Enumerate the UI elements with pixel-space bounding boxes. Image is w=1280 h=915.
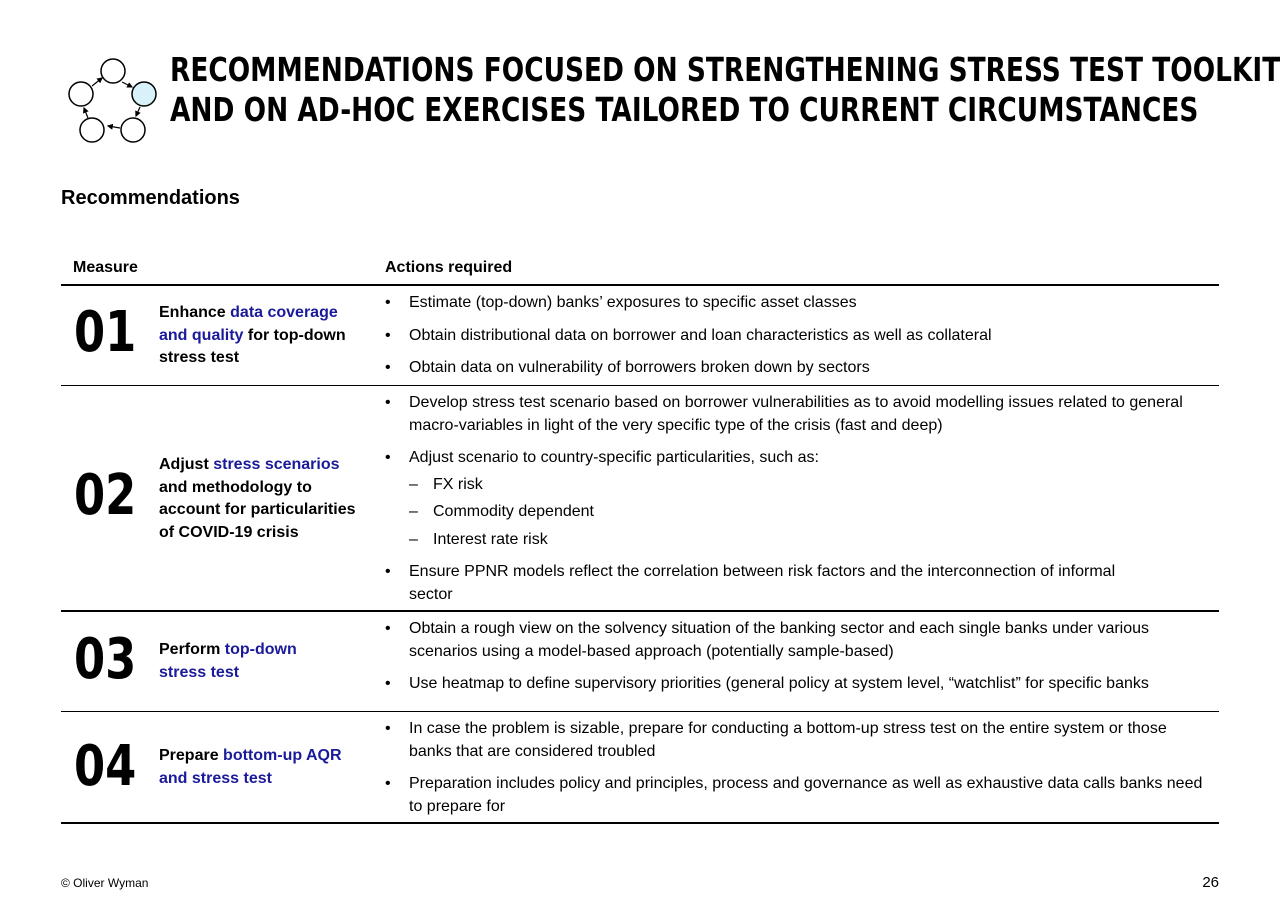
measure-label xyxy=(159,454,369,544)
bullet-icon: • xyxy=(385,294,391,311)
title-line-1: RECOMMENDATIONS FOCUSED ON STRENGTHENING STRESS TEST TOOLKIT xyxy=(170,50,1280,89)
measure-text: Adjust xyxy=(159,456,214,473)
measure-number: 04 xyxy=(74,734,137,799)
row-divider xyxy=(61,385,1219,386)
bullet-icon: • xyxy=(385,563,391,580)
bullet-icon: • xyxy=(385,675,391,692)
copyright-text: © Oliver Wyman xyxy=(61,876,149,890)
measure-text: for top-down stress test xyxy=(159,326,346,366)
measure-text: Perform xyxy=(159,641,225,658)
page-number: 26 xyxy=(1202,874,1219,891)
bullet-icon: • xyxy=(385,359,391,376)
bullet-icon: • xyxy=(385,775,391,792)
measure-number: 02 xyxy=(74,463,137,528)
column-header-measure: Measure xyxy=(73,259,138,276)
row-divider xyxy=(61,610,1219,612)
bullet-icon: • xyxy=(385,327,391,344)
measure-highlight: bottom-up AQR and stress test xyxy=(159,747,342,787)
bullet-icon: • xyxy=(385,620,391,637)
measure-highlight: top-down stress test xyxy=(159,641,297,681)
measure-number: 03 xyxy=(74,627,137,692)
dash-icon: – xyxy=(409,531,418,548)
measure-label xyxy=(159,639,319,684)
section-title: Recommendations xyxy=(61,187,240,209)
measure-label xyxy=(159,302,369,370)
title-line-2: AND ON AD-HOC EXERCISES TAILORED TO CURRENT CIRCUMSTANCES xyxy=(170,90,1199,129)
measure-label xyxy=(159,745,359,790)
measure-highlight: data coverage and quality xyxy=(159,304,338,344)
row-divider xyxy=(61,711,1219,712)
page-title xyxy=(170,50,1280,130)
bullet-icon: • xyxy=(385,394,391,411)
cycle-circles-icon xyxy=(64,56,160,148)
measure-text: Prepare xyxy=(159,747,224,764)
bullet-icon: • xyxy=(385,720,391,737)
measure-highlight: stress scenarios xyxy=(213,456,340,473)
bullet-icon: • xyxy=(385,449,391,466)
dash-icon: – xyxy=(409,476,418,493)
column-header-actions: Actions required xyxy=(385,259,513,276)
table-bottom-rule xyxy=(61,822,1219,824)
measure-text: and methodology to account for particularities of COVID-19 crisis xyxy=(159,478,356,541)
table-header-rule xyxy=(61,284,1219,286)
dash-icon: – xyxy=(409,503,418,520)
measure-number: 01 xyxy=(74,300,137,365)
measure-text: Enhance xyxy=(159,304,231,321)
